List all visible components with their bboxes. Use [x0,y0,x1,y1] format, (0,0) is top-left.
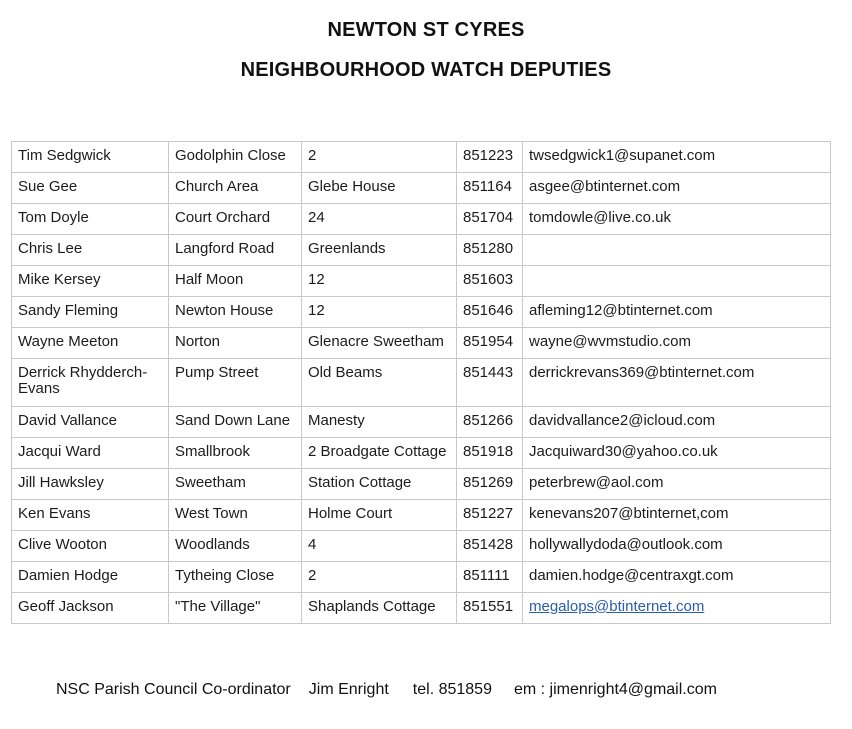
deputy-email [523,593,831,624]
deputy-name: David Vallance [12,407,169,438]
deputy-email: twsedgwick1@supanet.com [523,142,831,173]
deputy-name: Geoff Jackson [12,593,169,624]
deputy-house: Greenlands [302,235,457,266]
deputy-tel: 851111 [457,562,523,593]
deputy-name: Damien Hodge [12,562,169,593]
table-row [12,562,831,593]
deputy-area: Godolphin Close [169,142,302,173]
deputy-area: "The Village" [169,593,302,624]
deputy-email: asgee@btinternet.com [523,173,831,204]
deputy-email: derrickrevans369@btinternet.com [523,359,831,407]
coordinator-email: em : jimenright4@gmail.com [513,681,717,698]
table-row [12,359,831,407]
deputy-tel: 851266 [457,407,523,438]
deputy-tel: 851954 [457,328,523,359]
table-row [12,469,831,500]
deputy-tel: 851646 [457,297,523,328]
deputy-email: damien.hodge@centraxgt.com [523,562,831,593]
deputy-email: Jacquiward30@yahoo.co.uk [523,438,831,469]
deputy-tel: 851269 [457,469,523,500]
table-row [12,328,831,359]
deputy-tel: 851704 [457,204,523,235]
footer-coordinator [56,681,717,699]
deputy-name: Chris Lee [12,235,169,266]
table-row [12,142,831,173]
deputy-name: Jacqui Ward [12,438,169,469]
deputy-area: Newton House [169,297,302,328]
table-row [12,297,831,328]
deputy-area: Church Area [169,173,302,204]
deputy-area: Sand Down Lane [169,407,302,438]
table-row [12,593,831,624]
deputy-name: Tim Sedgwick [12,142,169,173]
deputy-name: Ken Evans [12,500,169,531]
page-title: NEWTON ST CYRES [327,19,525,41]
deputy-area: Langford Road [169,235,302,266]
deputy-name: Jill Hawksley [12,469,169,500]
deputy-email: afleming12@btinternet.com [523,297,831,328]
deputy-tel: 851603 [457,266,523,297]
deputy-email: davidvallance2@icloud.com [523,407,831,438]
deputy-house: 24 [302,204,457,235]
table-row [12,438,831,469]
page-subtitle: NEIGHBOURHOOD WATCH DEPUTIES [240,59,612,81]
deputy-house: 12 [302,266,457,297]
deputy-area: Smallbrook [169,438,302,469]
table-row [12,531,831,562]
deputy-house: Holme Court [302,500,457,531]
deputy-name: Sue Gee [12,173,169,204]
coordinator-role: NSC Parish Council Co-ordinator [56,681,291,698]
deputy-name: Derrick Rhydderch-Evans [12,359,169,407]
deputy-house: 2 [302,142,457,173]
deputy-name: Mike Kersey [12,266,169,297]
deputy-tel: 851551 [457,593,523,624]
deputy-tel: 851227 [457,500,523,531]
deputy-area: Pump Street [169,359,302,407]
deputy-name: Wayne Meeton [12,328,169,359]
table-row [12,204,831,235]
deputy-house: 12 [302,297,457,328]
deputy-email [523,235,831,266]
deputy-house: Manesty [302,407,457,438]
deputy-tel: 851443 [457,359,523,407]
deputy-house: Glebe House [302,173,457,204]
deputy-house: Old Beams [302,359,457,407]
deputy-tel: 851223 [457,142,523,173]
deputy-email: kenevans207@btinternet,com [523,500,831,531]
deputy-email: tomdowle@live.co.uk [523,204,831,235]
deputy-house: Station Cottage [302,469,457,500]
deputy-area: Sweetham [169,469,302,500]
table-row [12,500,831,531]
table-row [12,407,831,438]
deputy-house: Shaplands Cottage [302,593,457,624]
deputy-tel: 851918 [457,438,523,469]
deputy-name: Sandy Fleming [12,297,169,328]
deputies-table [11,141,831,624]
deputy-name: Tom Doyle [12,204,169,235]
deputy-area: Tytheing Close [169,562,302,593]
deputy-tel: 851428 [457,531,523,562]
deputy-house: 2 [302,562,457,593]
deputy-house: 4 [302,531,457,562]
deputy-area: Court Orchard [169,204,302,235]
email-link[interactable]: megalops@btinternet.com [529,598,705,615]
table-row [12,173,831,204]
deputy-tel: 851280 [457,235,523,266]
deputy-area: Woodlands [169,531,302,562]
deputy-house: Glenacre Sweetham [302,328,457,359]
deputy-house: 2 Broadgate Cottage [302,438,457,469]
coordinator-tel: tel. 851859 [412,681,492,698]
deputy-email [523,266,831,297]
deputy-area: Norton [169,328,302,359]
deputy-email: hollywallydoda@outlook.com [523,531,831,562]
table-row [12,235,831,266]
deputy-email: peterbrew@aol.com [523,469,831,500]
deputy-area: West Town [169,500,302,531]
deputy-area: Half Moon [169,266,302,297]
deputy-name: Clive Wooton [12,531,169,562]
coordinator-name: Jim Enright [308,681,389,698]
deputy-tel: 851164 [457,173,523,204]
deputy-email: wayne@wvmstudio.com [523,328,831,359]
table-row [12,266,831,297]
